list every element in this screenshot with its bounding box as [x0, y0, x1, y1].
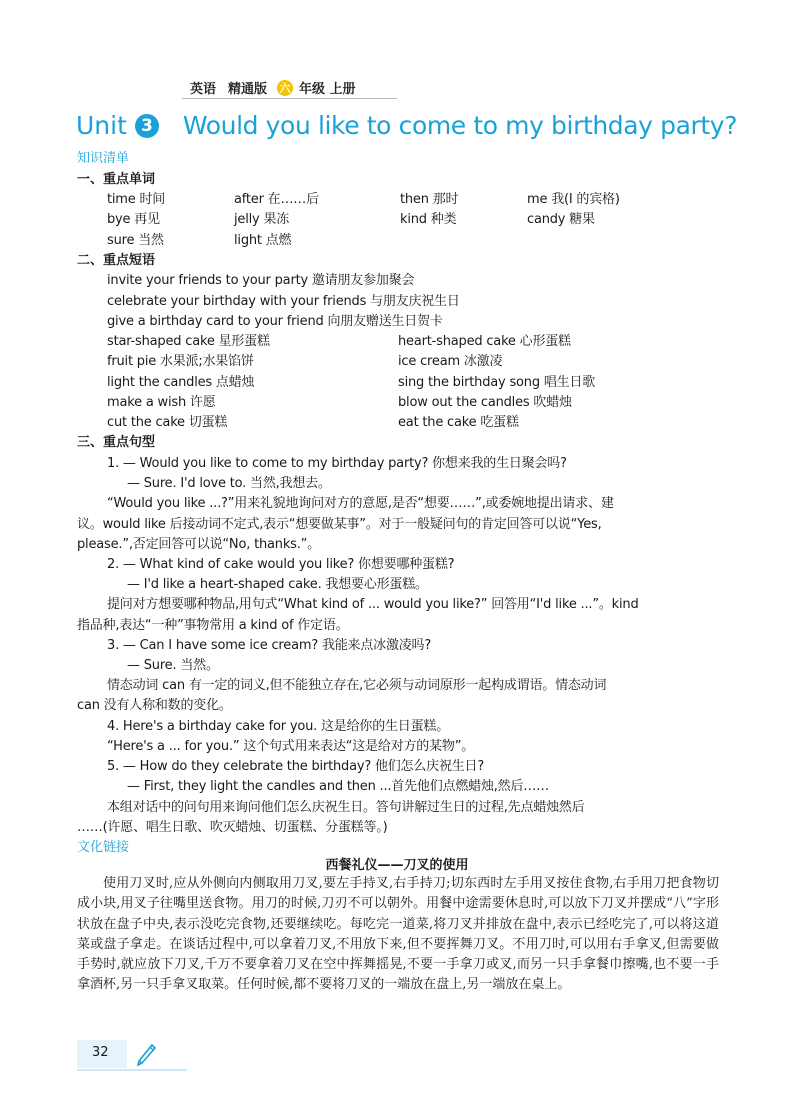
culture-title: 西餐礼仪——刀叉的使用 [325, 858, 469, 873]
vocab-item: light 点燃 [234, 233, 292, 248]
vocab-item: candy 糖果 [527, 212, 595, 227]
header-rule [182, 98, 397, 99]
unit-heading: Would you like to come to my birthday party? [182, 111, 738, 140]
unit-title [76, 111, 737, 140]
vocab-item: sure 当然 [107, 233, 164, 248]
page-number: 32 [92, 1045, 109, 1060]
sentence-line: “Would you like ...?”用来礼貌地询问对方的意愿,是否“想要……”,或委婉地提出请求、建 [107, 496, 614, 511]
sentence-line: — Sure. 当然。 [127, 658, 219, 673]
sentence-line: can 没有人称和数的变化。 [77, 698, 232, 713]
phrase-item: eat the cake 吃蛋糕 [398, 415, 519, 430]
sentence-line: 议。would like 后接动词不定式,表示“想要做某事”。对于一般疑问句的肯定回答可以说“Yes, [77, 517, 602, 532]
header-subject: 英语 [190, 82, 217, 97]
phrase-item: ice cream 冰激凌 [398, 354, 503, 369]
footer-rule [77, 1069, 187, 1071]
phrase-item: give a birthday card to your friend 向朋友赠送生日贺卡 [107, 314, 443, 329]
sentence-line: 5. — How do they celebrate the birthday? 他们怎么庆祝生日? [107, 759, 485, 774]
vocab-item: then 那时 [400, 192, 459, 207]
vocab-item: time 时间 [107, 192, 166, 207]
phrase-item: make a wish 许愿 [107, 395, 216, 410]
sentence-line: 提问对方想要哪种物品,用句式“What kind of ... would you like?” 回答用“I'd like ...”。kind [107, 597, 639, 612]
phrase-item: blow out the candles 吹蜡烛 [398, 395, 572, 410]
vocab-item: bye 再见 [107, 212, 160, 227]
vocab-item: jelly 果冻 [234, 212, 290, 227]
grade-badge: 六 [277, 80, 293, 96]
phrase-item: sing the birthday song 唱生日歌 [398, 375, 596, 390]
sentence-line: 情态动词 can 有一定的词义,但不能独立存在,它必须与动词原形一起构成谓语。情态动词 [107, 678, 607, 693]
phrase-item: cut the cake 切蛋糕 [107, 415, 228, 430]
phrases-heading: 二、重点短语 [77, 253, 156, 268]
phrase-item: invite your friends to your party 邀请朋友参加聚会 [107, 273, 415, 288]
sentence-line: “Here's a ... for you.” 这个句式用来表达“这是给对方的某物”。 [107, 739, 475, 754]
header-edition: 精通版 [228, 82, 268, 97]
culture-paragraph: 使用刀叉时,应从外侧向内侧取用刀叉,要左手持叉,右手持刀;切东西时左手用叉按住食物,右手用刀把食物切成小块,用叉子往嘴里送食物。用刀的时候,刀刃不可以朝外。用餐中途需要休息时,可以放下刀叉并摆成“八”字形状放在盘子中央,表示没吃完食物,还要继续吃。每吃完一道菜,将刀叉并排放在盘中,表示已经吃完了,可以将这道菜或盘子拿走。在谈话过程中,可以拿着刀叉,不用放下来,但不要挥舞刀叉。不用刀时,可以用右手拿叉,但需要做手势时,就应放下刀叉,千万不要拿着刀叉在空中挥舞摇晃,不要一手拿刀或叉,而另一只手拿餐巾擦嘴,也不要一手拿酒杯,另一只手拿叉取菜。任何时候,都不要将刀叉的一端放在盘上,另一端放在桌上。 [77, 876, 719, 993]
sentence-line: — Sure. I'd love to. 当然,我想去。 [127, 476, 331, 491]
sentence-line: 2. — What kind of cake would you like? 你想要哪种蛋糕? [107, 557, 455, 572]
page-header [190, 78, 356, 97]
sentence-line: please.”,否定回答可以说“No, thanks.”。 [77, 537, 320, 552]
pencil-icon [133, 1040, 159, 1066]
knowledge-heading: 知识清单 [77, 151, 130, 166]
phrase-item: celebrate your birthday with your friends 与朋友庆祝生日 [107, 294, 460, 309]
culture-heading: 文化链接 [77, 840, 130, 855]
sentence-line: — I'd like a heart-shaped cake. 我想要心形蛋糕。 [127, 577, 428, 592]
sentence-line: 1. — Would you like to come to my birthday party? 你想来我的生日聚会吗? [107, 456, 567, 471]
phrase-item: fruit pie 水果派;水果馅饼 [107, 354, 254, 369]
sentence-line: 3. — Can I have some ice cream? 我能来点冰激凌吗? [107, 638, 432, 653]
unit-number-badge: 3 [135, 114, 159, 138]
phrase-item: light the candles 点蜡烛 [107, 375, 255, 390]
phrase-item: heart-shaped cake 心形蛋糕 [398, 334, 571, 349]
vocab-item: after 在……后 [234, 192, 319, 207]
sentence-line: 4. Here's a birthday cake for you. 这是给你的生日蛋糕。 [107, 719, 450, 734]
unit-label: Unit [76, 111, 127, 140]
sentence-line: 指品种,表达“一种”事物常用 a kind of 作定语。 [77, 618, 349, 633]
vocab-heading: 一、重点单词 [77, 172, 156, 187]
sentence-line: — First, they light the candles and then ...首先他们点燃蜡烛,然后…… [127, 779, 549, 794]
header-grade: 年级 上册 [299, 82, 356, 97]
sentences-heading: 三、重点句型 [77, 435, 156, 450]
vocab-item: me 我(I 的宾格) [527, 192, 620, 207]
sentence-line: 本组对话中的问句用来询问他们怎么庆祝生日。答句讲解过生日的过程,先点蜡烛然后 [107, 800, 585, 815]
sentence-line: ……(许愿、唱生日歌、吹灭蜡烛、切蛋糕、分蛋糕等。) [77, 820, 388, 835]
phrase-item: star-shaped cake 星形蛋糕 [107, 334, 270, 349]
vocab-item: kind 种类 [400, 212, 457, 227]
